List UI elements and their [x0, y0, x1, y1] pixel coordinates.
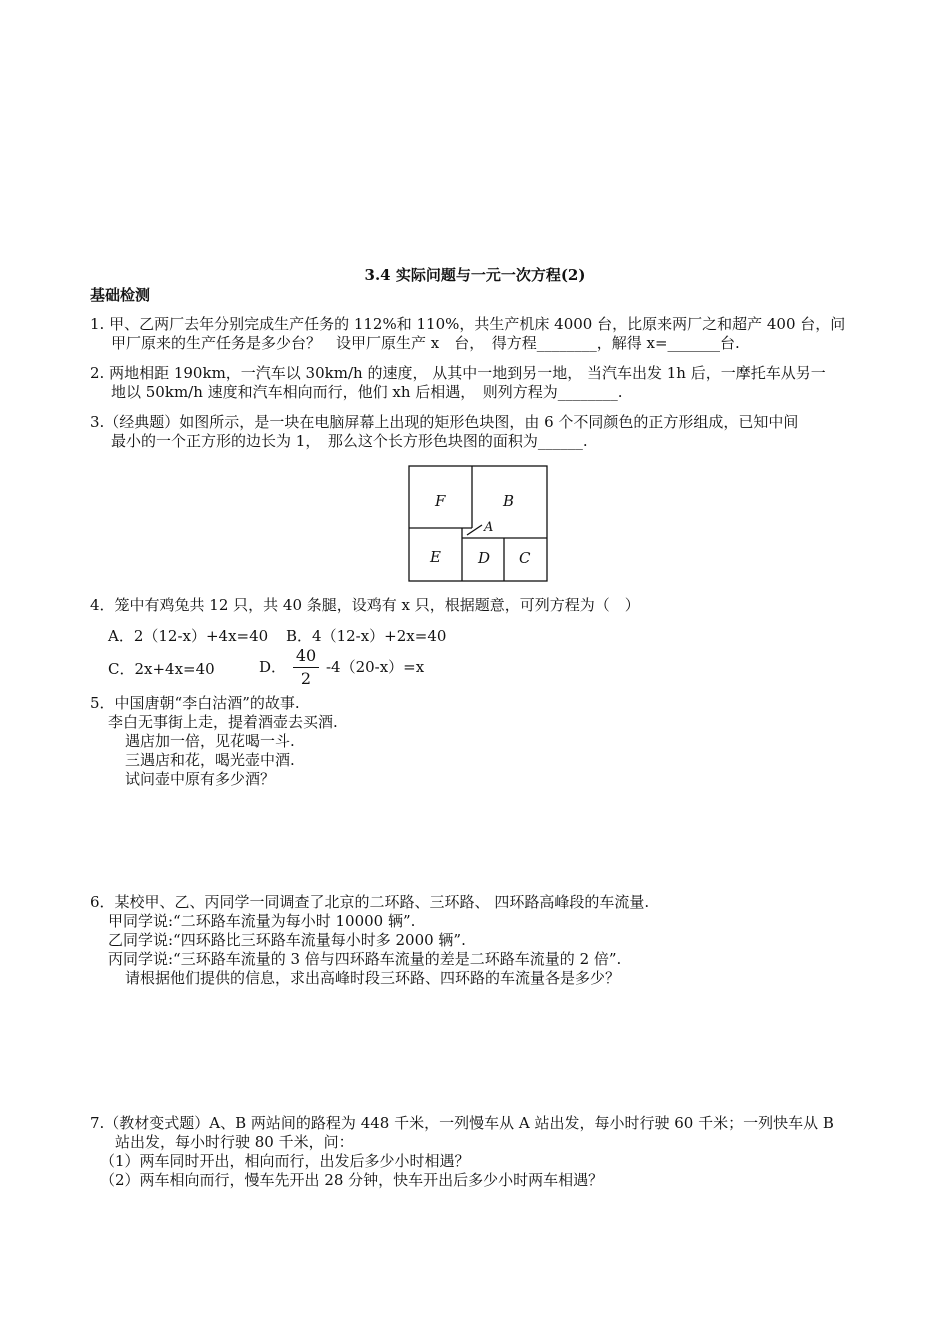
question-7-line-4: （2）两车相向而行，慢车先开出 28 分钟，快车开出后多少小时两车相遇？	[100, 1171, 604, 1189]
question-7-line-2: 站出发，每小时行驶 80 千米，问：	[115, 1133, 354, 1151]
option-D-suffix: -4（20-x）=x	[325, 658, 425, 676]
question-4-stem: 4．笼中有鸡兔共 12 只，共 40 条腿，设鸡有 x 只，根据题意，可列方程为（ ）	[90, 596, 640, 614]
option-C: C．2x+4x=40	[108, 660, 215, 678]
question-2	[90, 364, 865, 402]
squares-figure	[408, 465, 550, 589]
question-2-line-1: 2. 两地相距 190km，一汽车以 30km/h 的速度， 从其中一地到另一地， 当汽车出发 1h 后，一摩托车从另一	[90, 364, 826, 382]
label-C: C	[519, 549, 531, 567]
question-7-line-1: 7.（教材变式题）A、B 两站间的路程为 448 千米，一列慢车从 A 站出发，每小时行驶 60 千米；一列快车从 B	[90, 1114, 834, 1132]
question-5-line-5: 试问壶中原有多少酒？	[125, 770, 276, 788]
option-B: B．4（12-x）+2x=40	[286, 627, 447, 645]
question-6-line-1: 6．某校甲、乙、丙同学一同调查了北京的二环路、三环路、 四环路高峰段的车流量.	[90, 893, 650, 911]
question-5-line-4: 三遇店和花，喝光壶中酒.	[125, 751, 295, 769]
question-3-line-2: 最小的一个正方形的边长为 1， 那么这个长方形色块图的面积为______.	[111, 432, 588, 450]
question-1-line-2: 甲厂原来的生产任务是多少台？ 设甲厂原生产 x 台， 得方程________，解得 x=_______台.	[111, 334, 740, 352]
label-D: D	[478, 549, 491, 567]
square-A-mark	[467, 525, 482, 535]
section-heading: 基础检测	[90, 286, 151, 304]
question-2-line-2: 地以 50km/h 速度和汽车相向而行，他们 xh 后相遇， 则列方程为________.	[111, 383, 623, 401]
question-6-line-4: 丙同学说:“三环路车流量的 3 倍与四环路车流量的差是二环路车流量的 2 倍”.	[108, 950, 622, 968]
option-D-prefix: D．	[259, 658, 287, 676]
question-1-line-1: 1. 甲、乙两厂去年分别完成生产任务的 112%和 110%，共生产机床 4000 台，比原来两厂之和超产 400 台，问	[90, 315, 846, 333]
label-E: E	[430, 548, 441, 566]
option-D	[259, 645, 424, 690]
fraction-denominator: 2	[300, 669, 312, 688]
fraction-numerator: 40	[293, 645, 319, 668]
label-F: F	[435, 492, 446, 510]
question-7-line-3: （1）两车同时开出，相向而行，出发后多少小时相遇？	[100, 1152, 470, 1170]
question-1	[90, 315, 865, 353]
label-B: B	[503, 492, 515, 510]
question-5-line-1: 5．中国唐朝“李白沽酒”的故事.	[90, 694, 300, 712]
option-D-fraction	[293, 645, 319, 690]
page-title: 3.4 实际问题与一元一次方程(2)	[364, 266, 586, 284]
question-3	[90, 413, 865, 451]
question-3-line-1: 3.（经典题）如图所示，是一块在电脑屏幕上出现的矩形色块图，由 6 个不同颜色的正方形组成，已知中间	[90, 413, 799, 431]
option-A: A．2（12-x）+4x=40	[108, 627, 269, 645]
question-6-line-3: 乙同学说:“四环路比三环路车流量每小时多 2000 辆”.	[108, 931, 466, 949]
question-5-line-3: 遇店加一倍，见花喝一斗.	[125, 732, 295, 750]
question-5-line-2: 李白无事街上走，提着酒壶去买酒.	[108, 713, 338, 731]
label-A: A	[484, 520, 494, 535]
question-6-line-2: 甲同学说:“二环路车流量为每小时 10000 辆”.	[108, 912, 416, 930]
question-6-line-5: 请根据他们提供的信息，求出高峰时段三环路、四环路的车流量各是多少？	[125, 969, 621, 987]
